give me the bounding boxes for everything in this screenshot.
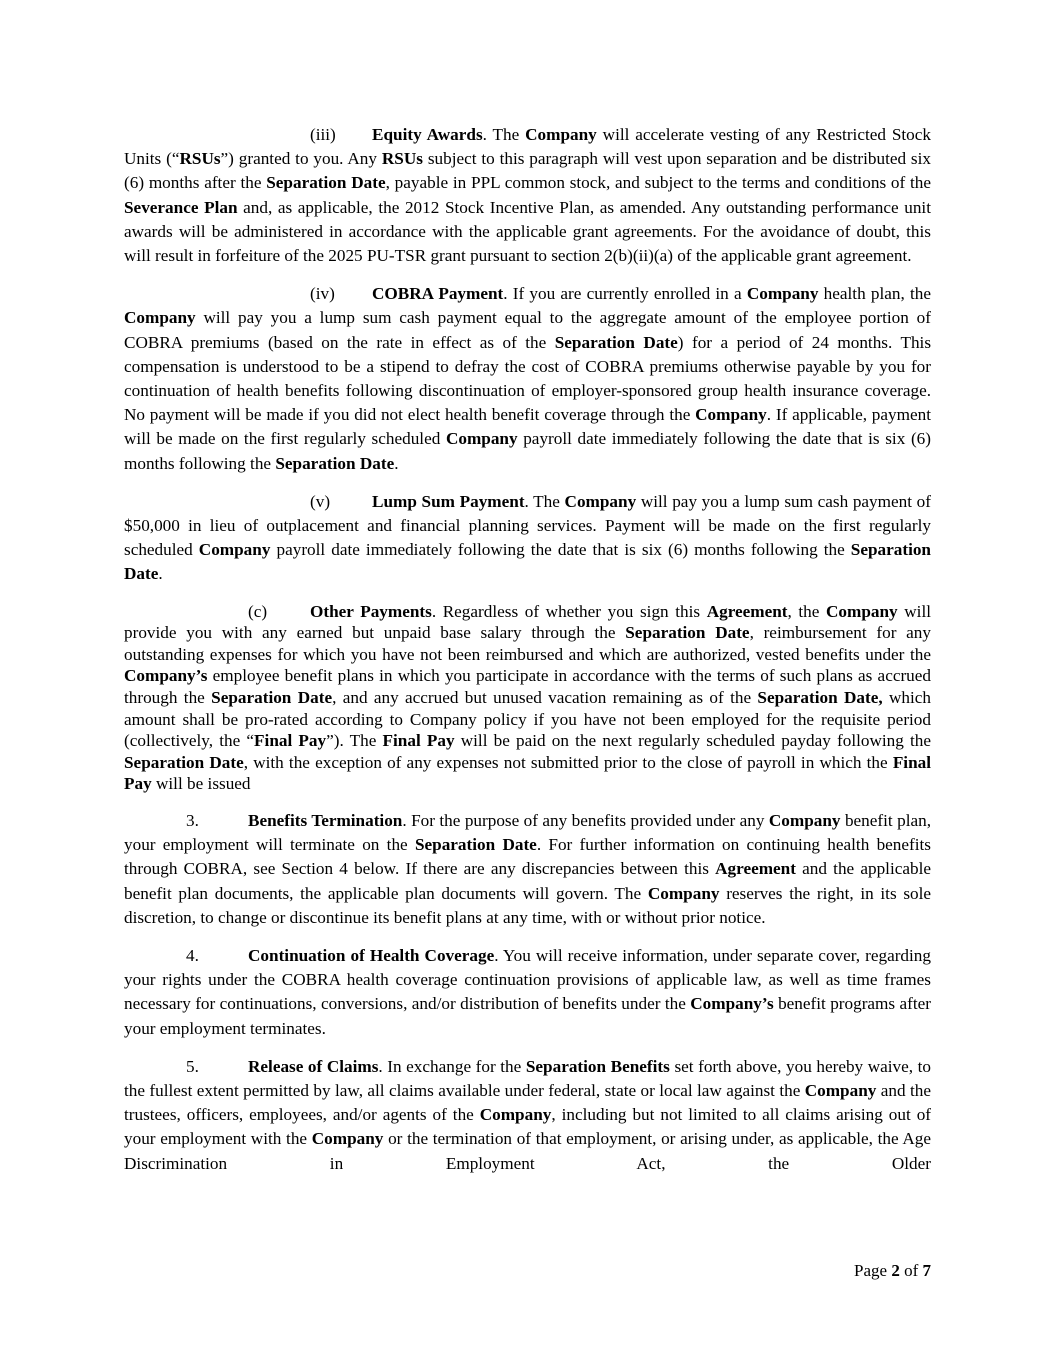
text-run: set forth above, you hereby waive, to the fullest extent permitted by law, all claims available under federal, state or local law against the [124, 1056, 932, 1101]
bold-term: Company [768, 811, 841, 830]
text-run: . In exchange for the [378, 1056, 526, 1076]
bold-term: Separation Date, [757, 688, 883, 708]
text-run: . You will receive information, under separate cover, regarding your rights under the COBRA health coverage continuation provisions of applicable law, as well as time frames necessary for continuations, conversions, and/or distribution of benefits under the [124, 946, 931, 1014]
section-number: (c) [248, 601, 268, 621]
text-run: , including but not limited to all claims arising out of your employment with the [124, 1105, 932, 1149]
text-run: will be paid on the next regularly scheduled payday following the [454, 731, 932, 751]
bold-term: Separation Benefits [525, 1056, 670, 1076]
text-run: will pay you a lump sum cash payment of $50,000 in lieu of outplacement and financial planning services. Payment will be made on the first regularly scheduled [124, 491, 931, 560]
text-run: health plan, the [818, 284, 931, 304]
bold-term: Final Pay [254, 731, 327, 751]
section-number: (v) [310, 491, 331, 511]
text-run: . The [482, 125, 526, 144]
bold-term: Benefits Termination [248, 811, 403, 830]
text-run: , payable in PPL common stock, and subject to the terms and conditions of the [385, 173, 932, 193]
text-run: . Regardless of whether you sign this [431, 601, 707, 621]
bold-term: RSUs [381, 149, 423, 169]
bold-term: Company’s [124, 666, 208, 686]
paragraph-equity-awards [124, 123, 931, 268]
bold-term: Company’s [690, 994, 774, 1014]
paragraph-continuation-health-coverage [124, 944, 931, 1041]
paragraph-lump-sum-payment [124, 490, 931, 587]
text-run: . The [524, 491, 565, 511]
bold-term: Agreement [706, 601, 788, 621]
text-run: benefit programs after your employment terminates. [124, 994, 931, 1038]
bold-term: Company [198, 540, 271, 560]
section-number: (iv) [310, 284, 335, 304]
paragraph-text [124, 602, 931, 794]
text-run: reserves the right, in its sole discretion, to change or discontinue its benefit plans at any time, with or without prior notice. [124, 883, 932, 927]
bold-term: Company [564, 491, 637, 511]
page-of-label: of [899, 1261, 923, 1280]
bold-term: Separation Date [275, 453, 395, 473]
text-run: . For further information on continuing health benefits through COBRA, see Section 4 below. If there are any discrepancies between this [124, 835, 931, 879]
bold-term: Final Pay [124, 752, 932, 794]
bold-term: Company [124, 308, 196, 328]
bold-term: Company [695, 405, 767, 425]
text-run: . [394, 453, 399, 473]
paragraph-text [124, 492, 931, 584]
bold-term: Separation Date [124, 540, 931, 584]
text-run: . For the purpose of any benefits provided under any [402, 811, 769, 830]
text-run: will accelerate vesting of any Restricted Stock Units (“ [124, 125, 931, 169]
text-run: and the applicable benefit plan documents, the applicable plan documents will govern. The [124, 859, 931, 903]
bold-term: Separation Date [554, 332, 678, 352]
text-run: . [158, 564, 163, 584]
text-run: or the termination of that employment, or arising under, as applicable, the Age Discrimination in Employment Act, the Older [124, 1129, 931, 1173]
bold-term: Company [746, 284, 819, 304]
text-run: payroll date immediately following the date that is six (6) months following the [124, 429, 931, 473]
text-run: , the [787, 601, 827, 621]
paragraph-text [124, 284, 931, 472]
text-run: ”) granted to you. Any [220, 149, 382, 169]
page-total: 7 [922, 1261, 931, 1280]
text-run: . If you are currently enrolled in a [503, 284, 747, 304]
bold-term: Severance Plan [124, 197, 238, 217]
bold-term: RSUs [179, 149, 221, 169]
bold-term: Continuation of Health Coverage [248, 946, 495, 966]
bold-term: Separation Date [625, 623, 750, 643]
paragraph-other-payments [124, 601, 931, 795]
text-run: and the trustees, officers, employees, and/or agents of the [124, 1081, 931, 1125]
bold-term: Other Payments [310, 601, 432, 621]
bold-term: Equity Awards [372, 125, 483, 144]
bold-term: Separation Date [211, 688, 333, 708]
page-number: 2 [891, 1261, 900, 1280]
bold-term: Company [804, 1081, 877, 1101]
text-run: , and any accrued but unused vacation remaining as of the [332, 688, 758, 708]
document-body [124, 123, 931, 1176]
paragraph-benefits-termination [124, 809, 931, 930]
text-run: benefit plan, your employment will terminate on the [124, 811, 931, 855]
text-run: ”). The [326, 731, 383, 751]
bold-term: Company [445, 429, 518, 449]
bold-term: Company [826, 601, 898, 621]
section-number: 5. [186, 1056, 199, 1076]
text-run: ) for a period of 24 months. This compensation is understood to be a stipend to defray the cost of COBRA premiums otherwise payable by you for continuation of health benefits following discontinuation of employer-sponsored group health insurance coverage. No payment will be made if you did not elect health benefit coverage through the [124, 332, 932, 425]
section-number: 4. [186, 946, 199, 966]
bold-term: Company [479, 1105, 552, 1125]
bold-term: Separation Date [414, 835, 537, 855]
text-run: and, as applicable, the 2012 Stock Incentive Plan, as amended. Any outstanding performance unit awards will be administered in accordance with the applicable grant agreements. For the avoidance of doubt, this will result in forfeiture of the 2025 PU-TSR grant pursuant to section 2(b)(ii)(a) of the applicable grant agreement. [124, 197, 931, 266]
text-run: payroll date immediately following the date that is six (6) months following the [270, 540, 851, 560]
text-run: will provide you with any earned but unpaid base salary through the [124, 601, 931, 643]
bold-term: Separation Date [266, 173, 386, 193]
text-run: . If applicable, payment will be made on the first regularly scheduled [124, 405, 931, 449]
paragraph-release-of-claims [124, 1055, 931, 1176]
text-run: subject to this paragraph will vest upon separation and be distributed six (6) months after the [124, 149, 931, 193]
section-number: (iii) [310, 125, 336, 144]
bold-term: COBRA Payment [372, 284, 504, 304]
bold-term: Lump Sum Payment [372, 491, 525, 511]
bold-term: Final Pay [382, 731, 455, 751]
bold-term: Separation Date [124, 752, 244, 772]
bold-term: Release of Claims [248, 1056, 379, 1076]
page-label: Page [854, 1261, 892, 1280]
text-run: , reimbursement for any outstanding expenses for which you have not been reimbursed and which are authorized, vested benefits under the [124, 623, 931, 664]
bold-term: Agreement [715, 859, 796, 879]
text-run: will be issued [151, 774, 251, 794]
section-number: 3. [186, 811, 199, 830]
paragraph-cobra-payment [124, 282, 931, 476]
bold-term: Company [525, 125, 597, 144]
text-run: employee benefit plans in which you participate in accordance with the terms of such plans as accrued through the [124, 666, 931, 708]
text-run: , with the exception of any expenses not submitted prior to the close of payroll in which the [243, 752, 893, 772]
bold-term: Company [647, 883, 720, 903]
page-footer [854, 1261, 931, 1281]
text-run: will pay you a lump sum cash payment equal to the aggregate amount of the employee portion of COBRA premiums (based on the rate in effect as of the [124, 308, 931, 352]
paragraph-text [124, 125, 931, 265]
bold-term: Company [311, 1129, 384, 1149]
text-run: which amount shall be pro-rated according to Company policy if you have not been employed for the requisite period (collectively, the “ [124, 688, 931, 751]
